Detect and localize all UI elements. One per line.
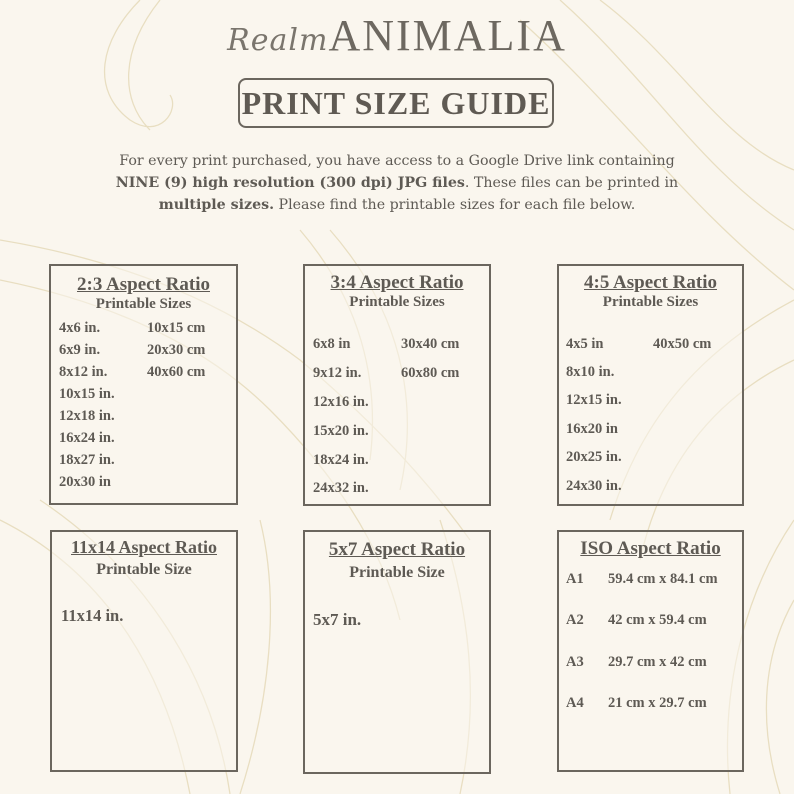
ratio-title: 11x14 Aspect Ratio	[71, 537, 217, 557]
iso-code: A2	[566, 612, 584, 628]
brand-logo	[0, 10, 794, 61]
ratio-box-2x3	[49, 264, 238, 505]
ratio-title: 4:5 Aspect Ratio	[584, 272, 717, 293]
size-inches: 20x30 in	[59, 474, 111, 490]
brand-caps: ANIMALIA	[328, 11, 567, 60]
size-inches: 9x12 in.	[313, 365, 362, 381]
intro-text-2: . These files can be printed in	[464, 175, 679, 191]
size-cm: 20x30 cm	[147, 342, 206, 358]
ratio-box-4x5	[557, 264, 744, 506]
ratio-title: 5x7 Aspect Ratio	[328, 539, 466, 560]
iso-code: A4	[566, 695, 584, 711]
ratio-subtitle: Printable Size	[349, 564, 445, 581]
iso-size: 42 cm x 59.4 cm	[608, 612, 707, 628]
size-inches: 12x18 in.	[59, 408, 115, 424]
brand-script: Realm	[227, 23, 329, 58]
ratio-subtitle: Printable Size	[96, 561, 192, 578]
intro-paragraph	[100, 150, 694, 216]
size-inches: 4x6 in.	[59, 320, 101, 336]
intro-bold-sizes: multiple sizes.	[158, 197, 275, 213]
ratio-box-11x14	[50, 530, 238, 772]
size-inches: 6x9 in.	[59, 342, 101, 358]
size-inches: 20x25 in.	[566, 449, 622, 465]
ratio-subtitle: Printable Sizes	[349, 294, 445, 310]
iso-code: A1	[566, 571, 584, 587]
size-cm: 60x80 cm	[401, 365, 460, 381]
ratio-box-3x4	[303, 264, 491, 506]
page-title: PRINT SIZE GUIDE	[241, 84, 551, 121]
size-inches: 24x30 in.	[566, 478, 622, 494]
page-title-box	[238, 78, 554, 128]
size-cm: 40x50 cm	[653, 336, 712, 352]
size-inches: 12x15 in.	[566, 392, 622, 408]
iso-code: A3	[566, 654, 584, 670]
ratio-box-5x7	[303, 530, 491, 774]
size-inches: 16x24 in.	[59, 430, 115, 446]
iso-size: 59.4 cm x 84.1 cm	[608, 571, 718, 587]
intro-text-3: Please find the printable sizes for each file below.	[274, 197, 636, 213]
size-inches: 8x12 in.	[59, 364, 108, 380]
size-inches: 18x24 in.	[313, 452, 369, 468]
size-inches: 6x8 in	[313, 336, 351, 352]
ratio-title: 3:4 Aspect Ratio	[330, 272, 464, 293]
ratio-subtitle: Printable Sizes	[602, 294, 699, 310]
size-inches: 16x20 in	[566, 421, 618, 437]
size-cm: 10x15 cm	[147, 320, 206, 336]
ratio-box-iso	[557, 530, 744, 772]
size-inches: 10x15 in.	[59, 386, 115, 402]
size-inches: 8x10 in.	[566, 364, 615, 380]
ratio-title: ISO Aspect Ratio	[580, 538, 721, 559]
iso-size: 29.7 cm x 42 cm	[608, 654, 707, 670]
size-inches: 15x20 in.	[313, 423, 369, 439]
size-cm: 40x60 cm	[147, 364, 206, 380]
size-cm: 30x40 cm	[401, 336, 460, 352]
intro-text-1: For every print purchased, you have access to a Google Drive link containing	[119, 153, 675, 169]
size-inches: 12x16 in.	[313, 394, 369, 410]
ratio-subtitle: Printable Sizes	[95, 296, 192, 312]
ratio-title: 2:3 Aspect Ratio	[77, 274, 210, 295]
size-inches: 4x5 in	[566, 336, 604, 352]
iso-size: 21 cm x 29.7 cm	[608, 695, 707, 711]
size-inches: 24x32 in.	[313, 480, 369, 496]
size-inches: 11x14 in.	[61, 606, 124, 625]
size-inches: 18x27 in.	[59, 452, 115, 468]
intro-bold-files: NINE (9) high resolution (300 dpi) JPG files	[115, 175, 465, 191]
size-inches: 5x7 in.	[313, 610, 362, 629]
